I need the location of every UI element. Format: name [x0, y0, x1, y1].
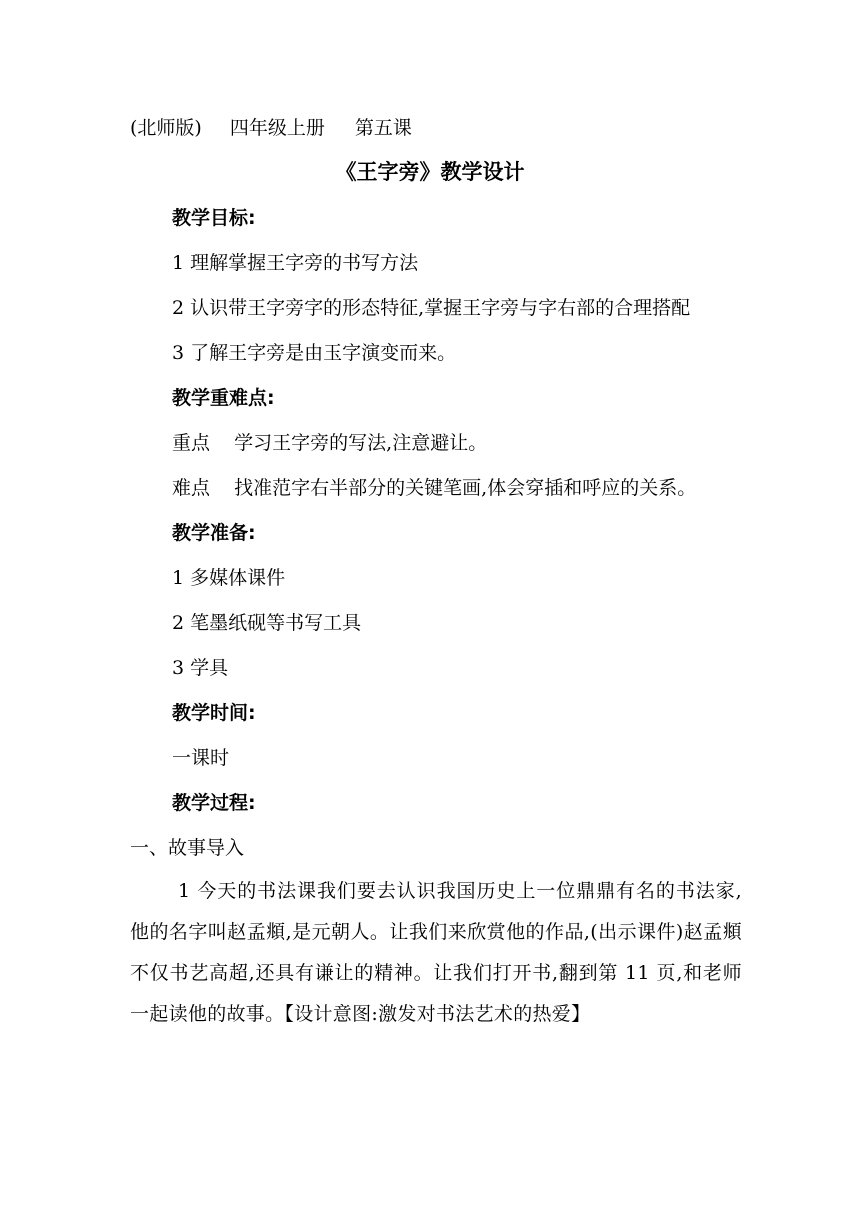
document-header: [130, 116, 412, 140]
key-points-heading: 教学重难点:: [172, 387, 275, 409]
difficult-point-item: 难点 找准范字右半部分的关键笔画,体会穿插和呼应的关系。: [172, 477, 697, 499]
objective-item: 1 理解掌握王字旁的书写方法: [172, 252, 419, 274]
document-title: 《王字旁》教学设计: [335, 160, 525, 184]
edition-label: (北师版): [130, 117, 202, 139]
preparation-item: 3 学具: [172, 657, 229, 679]
section-paragraph: 1 今天的书法课我们要去认识我国历史上一位鼎鼎有名的书法家,他的名字叫赵孟頫,是元朝人。让我们来欣赏他的作品,(出示课件)赵孟頫不仅书艺高超,还具有谦让的精神。让我们打开书,翻到第 11 页,和老师一起读他的故事。【设计意图:激发对书法艺术的热爱】: [130, 880, 742, 1025]
preparation-item: 2 笔墨纸砚等书写工具: [172, 612, 362, 634]
objective-item: 2 认识带王字旁字的形态特征,掌握王字旁与字右部的合理搭配: [172, 297, 691, 319]
objective-item: 3 了解王字旁是由玉字演变而来。: [172, 342, 457, 364]
preparation-item: 1 多媒体课件: [172, 567, 286, 589]
key-point-item: 重点 学习王字旁的写法,注意避让。: [172, 432, 488, 454]
process-heading: 教学过程:: [172, 792, 256, 814]
section-title: 一、故事导入: [130, 837, 245, 859]
time-heading: 教学时间:: [172, 702, 256, 724]
preparation-heading: 教学准备:: [172, 522, 256, 544]
grade-label: 四年级上册: [229, 117, 325, 139]
objectives-heading: 教学目标:: [172, 207, 256, 229]
time-value: 一课时: [172, 747, 230, 769]
lesson-label: 第五课: [354, 117, 412, 139]
